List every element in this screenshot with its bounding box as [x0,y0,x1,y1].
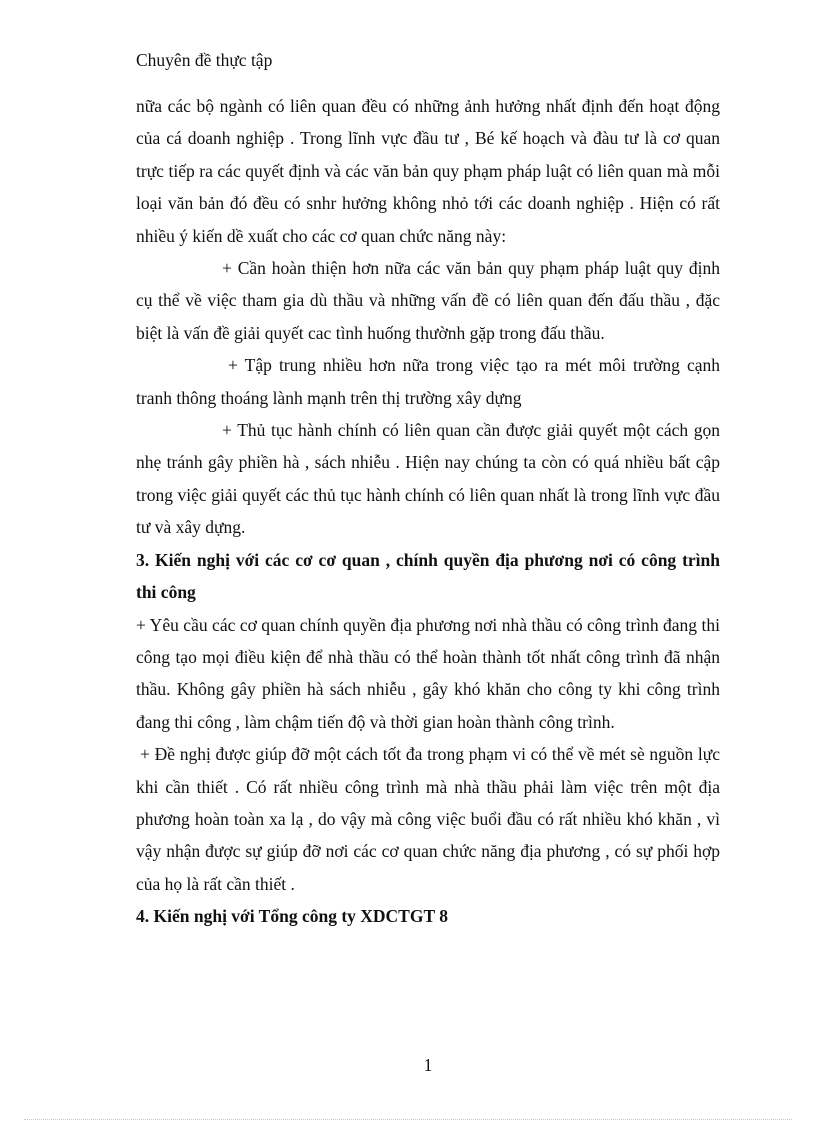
paragraph-legal-docs: + Cần hoàn thiện hơn nữa các văn bản quy phạm pháp luật quy định cụ thể về việc tham gia dù thầu và những vấn đề có liên quan đến đấu thầu , đặc biệt là vấn đề giải quyết cac tình huống thườnh gặp trong đấu thầu. [136,258,720,343]
paragraph-intro: nữa các bộ ngành có liên quan đều có những ảnh hưởng nhất định đến hoạt động của cá doanh nghiệp . Trong lĩnh vực đầu tư , Bé kế hoạch và đàu tư là cơ quan trực tiếp ra các quyết định và các văn bản quy phạm pháp luật có liên quan mà mỗi loại văn bản đó đều có snhr hưởng không nhỏ tới các doanh nghiệp . Hiện có rất nhiều ý kiến dề xuất cho các cơ quan chức năng này: [136,96,720,246]
paragraph-admin-procedures: + Thủ tục hành chính có liên quan cần được giải quyết một cách gọn nhẹ tránh gây phiền hà , sách nhiễu . Hiện nay chúng ta còn có quá nhiều bất cập trong việc giải quyết các thủ tục hành chính có liên quan nhất là trong lĩnh vực đầu tư và xây dựng. [136,420,720,538]
section-heading-4: 4. Kiến nghị với Tổng công ty XDCTGT 8 [136,906,448,927]
page-number: 1 [423,1055,433,1075]
paragraph-local-authorities: + Yêu cầu các cơ quan chính quyền địa phương nơi nhà thầu có công trình đang thi công tạo mọi điều kiện để nhà thầu có thể hoàn thành tốt nhất công trình đã nhận thầu. Không gây phiền hà sách nhiễu , gây khó khăn cho công ty khi công trình đang thi công , làm chậm tiến độ và thời gian hoàn thành công trình. [136,614,720,732]
running-header: Chuyên đề thực tập [136,50,273,70]
paragraph-support-request: + Đề nghị được giúp đỡ một cách tốt đa trong phạm vi có thể về mét sè nguồn lực khi cần thiết . Có rất nhiều công trình mà nhà thầu phải làm việc trên một địa phương hoàn toàn xa lạ , do vậy mà công việc buổi đầu có rất nhiều khó khăn , vì vậy nhận được sự giúp đỡ nơi các cơ quan chức năng địa phương , có sự phối hợp của họ là rất cần thiết . [136,744,720,894]
page-bottom-divider [24,1119,792,1120]
section-heading-3: 3. Kiến nghị với các cơ cơ quan , chính quyền địa phương nơi có công trình thi công [136,549,720,603]
paragraph-competition: + Tập trung nhiều hơn nữa trong việc tạo ra mét môi trường cạnh tranh thông thoáng lành mạnh trên thị trường xây dựng [136,355,720,408]
document-body [136,90,720,933]
